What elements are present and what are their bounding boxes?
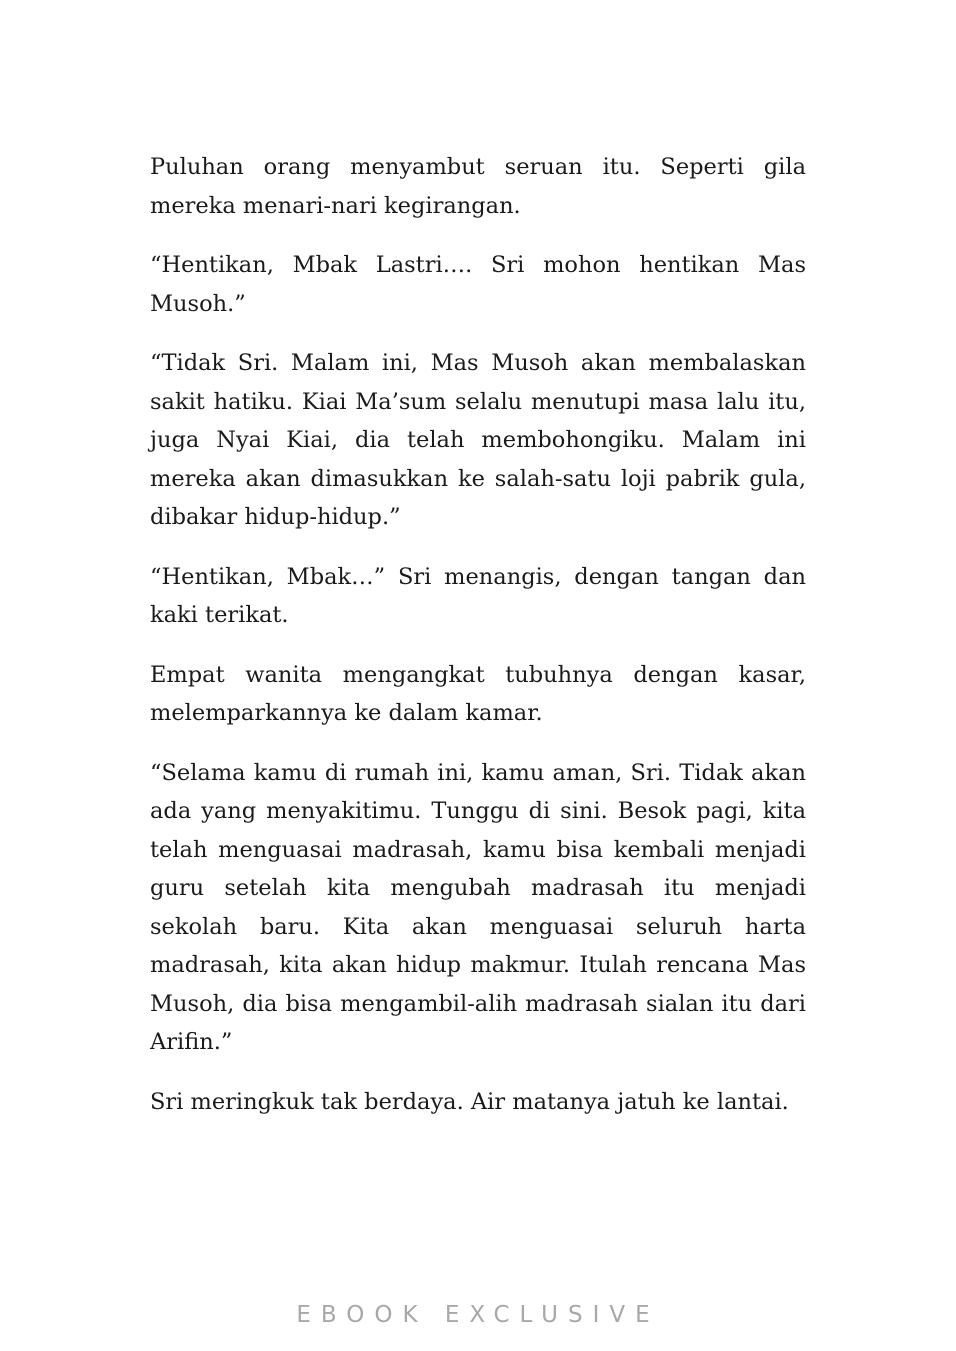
story-text (150, 148, 806, 1142)
paragraph: Empat wanita mengangkat tubuhnya dengan kasar, melemparkannya ke dalam kamar. (150, 661, 806, 726)
paragraph: “Tidak Sri. Malam ini, Mas Musoh akan membalaskan sakit hatiku. Kiai Ma’sum selalu menutupi masa lalu itu, juga Nyai Kiai, dia telah membohongiku. Malam ini mereka akan dimasukkan ke salah-satu loji pabrik gula, dibakar hidup-hidup.” (150, 350, 806, 530)
footer-label: EBOOK EXCLUSIVE (296, 1302, 660, 1328)
paragraph: Sri meringkuk tak berdaya. Air matanya jatuh ke lantai. (150, 1088, 789, 1115)
paragraph: “Hentikan, Mbak…” Sri menangis, dengan tangan dan kaki terikat. (150, 563, 806, 628)
paragraph: “Selama kamu di rumah ini, kamu aman, Sri. Tidak akan ada yang menyakitimu. Tunggu di sini. Besok pagi, kita telah menguasai madrasah, kamu bisa kembali menjadi guru setelah kita mengubah madrasah itu menjadi sekolah baru. Kita akan menguasai seluruh harta madrasah, kita akan hidup makmur. Itulah rencana Mas Musoh, dia bisa mengambil-alih madrasah sialan itu dari Arifin.” (150, 759, 806, 1055)
paragraph: Puluhan orang menyambut seruan itu. Seperti gila mereka menari-nari kegirangan. (150, 154, 806, 219)
paragraph: “Hentikan, Mbak Lastri…. Sri mohon hentikan Mas Musoh.” (150, 252, 806, 317)
